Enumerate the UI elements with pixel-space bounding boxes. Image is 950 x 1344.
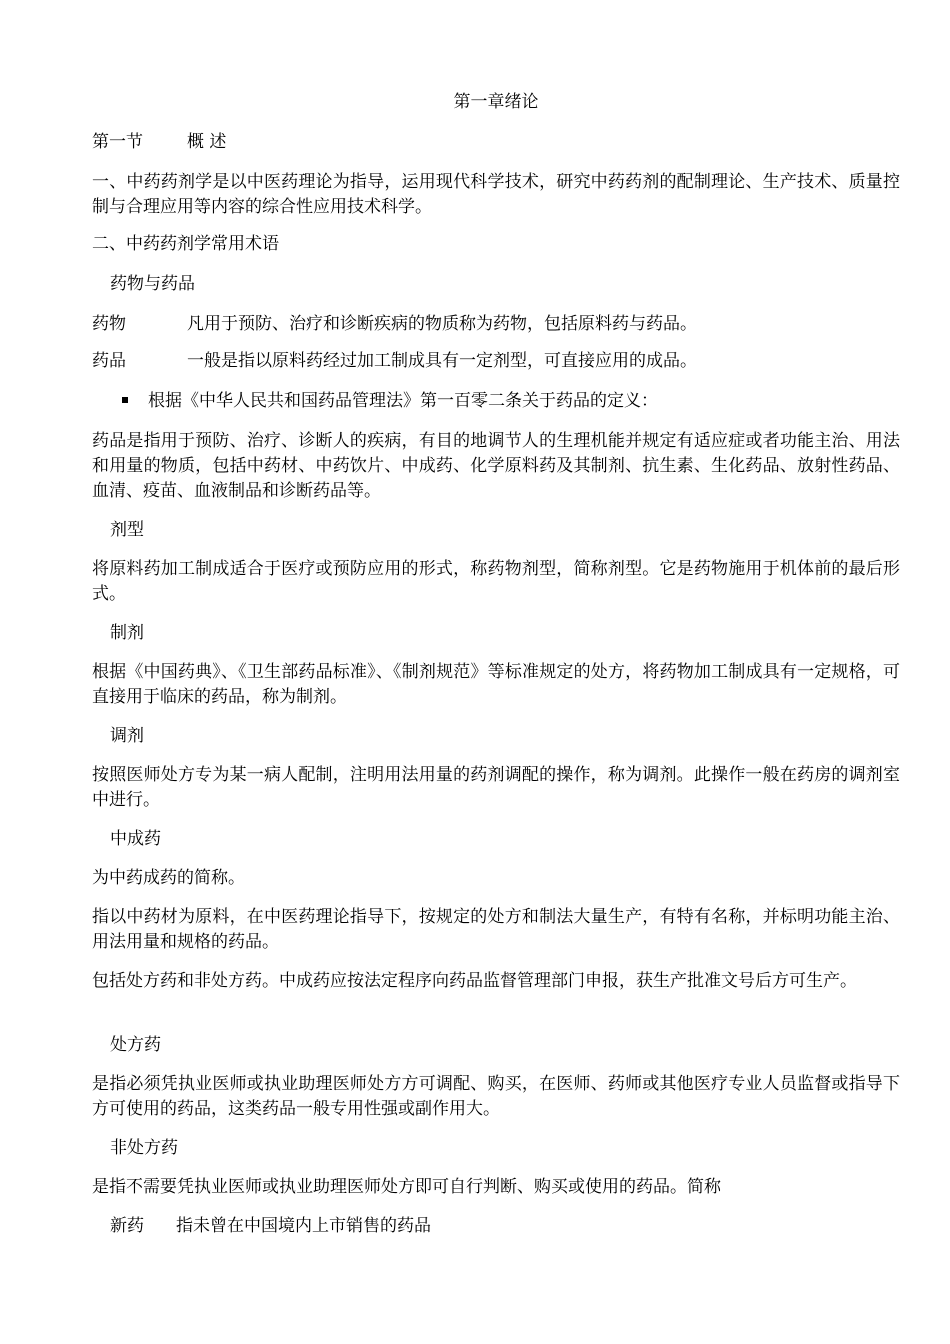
subheading-preparation: 制剂 bbox=[110, 623, 144, 643]
subheading-otc: 非处方药 bbox=[110, 1138, 178, 1158]
paragraph-dosage: 将原料药加工制成适合于医疗或预防应用的形式，称药物剂型，简称剂型。它是药物施用于机体前的最后形式。 bbox=[92, 559, 900, 604]
subheading-rx: 处方药 bbox=[110, 1035, 161, 1055]
terms-heading: 二、中药药剂学常用术语 bbox=[92, 234, 279, 254]
term-new-drug bbox=[110, 1214, 431, 1238]
paragraph-rx: 是指必须凭执业医师或执业助理医师处方方可调配、购买，在医师、药师或其他医疗专业人员监督或指导下方可使用的药品，这类药品一般专用性强或副作用大。 bbox=[92, 1074, 900, 1119]
subheading-tcm: 中成药 bbox=[110, 829, 161, 849]
bullet-item-law bbox=[122, 389, 658, 413]
term-definition: 一般是指以原料药经过加工制成具有一定剂型，可直接应用的成品。 bbox=[187, 351, 697, 371]
paragraph-dispensing: 按照医师处方专为某一病人配制，注明用法用量的药剂调配的操作，称为调剂。此操作一般在药房的调剂室中进行。 bbox=[92, 765, 900, 810]
term-label: 药品 bbox=[92, 351, 126, 371]
paragraph-definition: 一、中药药剂学是以中医药理论为指导，运用现代科学技术，研究中药药剂的配制理论、生产技术、质量控制与合理应用等内容的综合性应用技术科学。 bbox=[92, 172, 900, 217]
term-label: 药物 bbox=[92, 314, 126, 334]
subheading-dosage: 剂型 bbox=[110, 520, 144, 540]
paragraph-otc: 是指不需要凭执业医师或执业助理医师处方即可自行判断、购买或使用的药品。简称 bbox=[92, 1177, 721, 1197]
term-definition: 凡用于预防、治疗和诊断疾病的物质称为药物，包括原料药与药品。 bbox=[187, 314, 697, 334]
paragraph-tcm-1: 为中药成药的简称。 bbox=[92, 868, 245, 888]
paragraph-tcm-2: 指以中药材为原料，在中医药理论指导下，按规定的处方和制法大量生产，有特有名称，并标明功能主治、用法用量和规格的药品。 bbox=[92, 907, 900, 952]
chapter-title: 第一章绪论 bbox=[453, 92, 539, 112]
bullet-text: 根据《中华人民共和国药品管理法》第一百零二条关于药品的定义： bbox=[148, 391, 658, 411]
section-name: 概 述 bbox=[187, 132, 227, 152]
section-number: 第一节 bbox=[92, 132, 143, 152]
term-label: 新药 bbox=[110, 1216, 144, 1236]
paragraph-tcm-3: 包括处方药和非处方药。中成药应按法定程序向药品监督管理部门申报，获生产批准文号后方可生产。 bbox=[92, 971, 857, 991]
section-heading bbox=[92, 130, 226, 154]
term-medicine bbox=[92, 349, 697, 373]
term-drug bbox=[92, 312, 697, 336]
paragraph-preparation: 根据《中国药典》、《卫生部药品标准》、《制剂规范》等标准规定的处方，将药物加工制成具有一定规格，可直接用于临床的药品，称为制剂。 bbox=[92, 662, 900, 707]
term-definition: 指未曾在中国境内上市销售的药品 bbox=[176, 1216, 431, 1236]
subheading-dispensing: 调剂 bbox=[110, 726, 144, 746]
subheading-drugs: 药物与药品 bbox=[110, 274, 195, 294]
bullet-square-icon bbox=[122, 397, 128, 403]
paragraph-medicine-definition: 药品是指用于预防、治疗、诊断人的疾病，有目的地调节人的生理机能并规定有适应症或者功能主治、用法和用量的物质，包括中药材、中药饮片、中成药、化学原料药及其制剂、抗生素、生化药品、放射性药品、血清、疫苗、血液制品和诊断药品等。 bbox=[92, 431, 900, 501]
